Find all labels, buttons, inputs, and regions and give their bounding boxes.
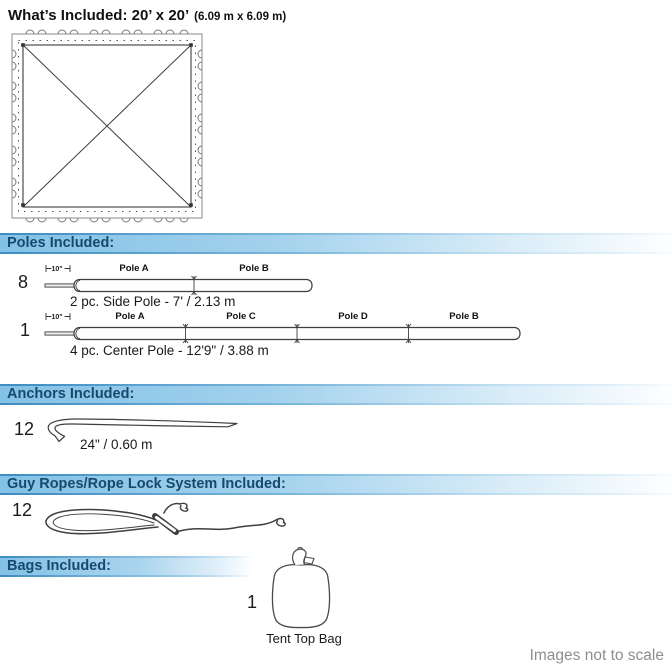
guy-rope-qty: 12	[12, 500, 33, 520]
pole-segment-label: Pole C	[226, 311, 256, 322]
section-header-anchors	[0, 384, 672, 405]
section-header-bags	[0, 556, 252, 577]
section-header-poles	[0, 233, 672, 254]
section-header-poles-label: Poles Included:	[7, 235, 115, 251]
pole-segment-label: Pole A	[115, 311, 145, 322]
side-pole-caption: 2 pc. Side Pole - 7' / 2.13 m	[70, 294, 236, 309]
center-pole-tip-length-label: 10"	[51, 314, 63, 321]
anchor-qty: 12	[14, 419, 35, 439]
tent-top-bag-diagram	[261, 546, 341, 630]
center-pole-caption: 4 pc. Center Pole - 12'9" / 3.88 m	[70, 343, 269, 358]
section-header-anchors-label: Anchors Included:	[7, 386, 135, 402]
center-pole-qty: 1	[20, 320, 31, 340]
pole-segment-label: Pole A	[119, 263, 149, 274]
bag-qty: 1	[247, 592, 258, 612]
section-header-guy-ropes	[0, 474, 672, 495]
page-title-metric: (6.09 m x 6.09 m)	[194, 11, 287, 23]
bag-caption: Tent Top Bag	[266, 631, 342, 646]
section-header-bags-label: Bags Included:	[7, 558, 111, 574]
side-pole-qty: 8	[18, 272, 29, 292]
side-pole-diagram	[44, 262, 316, 296]
guy-rope-diagram	[34, 496, 292, 546]
pole-segment-label: Pole B	[239, 263, 269, 274]
side-pole-tip-length-label: 10"	[51, 266, 63, 273]
page-title	[8, 7, 286, 24]
section-header-guy-ropes-label: Guy Ropes/Rope Lock System Included:	[7, 476, 286, 492]
footer-note: Images not to scale	[529, 647, 664, 664]
center-pole-diagram	[44, 310, 522, 344]
pole-segment-label: Pole B	[449, 311, 479, 322]
canopy-top-diagram	[8, 30, 206, 222]
anchor-caption: 24" / 0.60 m	[80, 437, 153, 452]
page-title-text: What’s Included: 20’ x 20’	[8, 7, 190, 24]
pole-segment-label: Pole D	[338, 311, 368, 322]
